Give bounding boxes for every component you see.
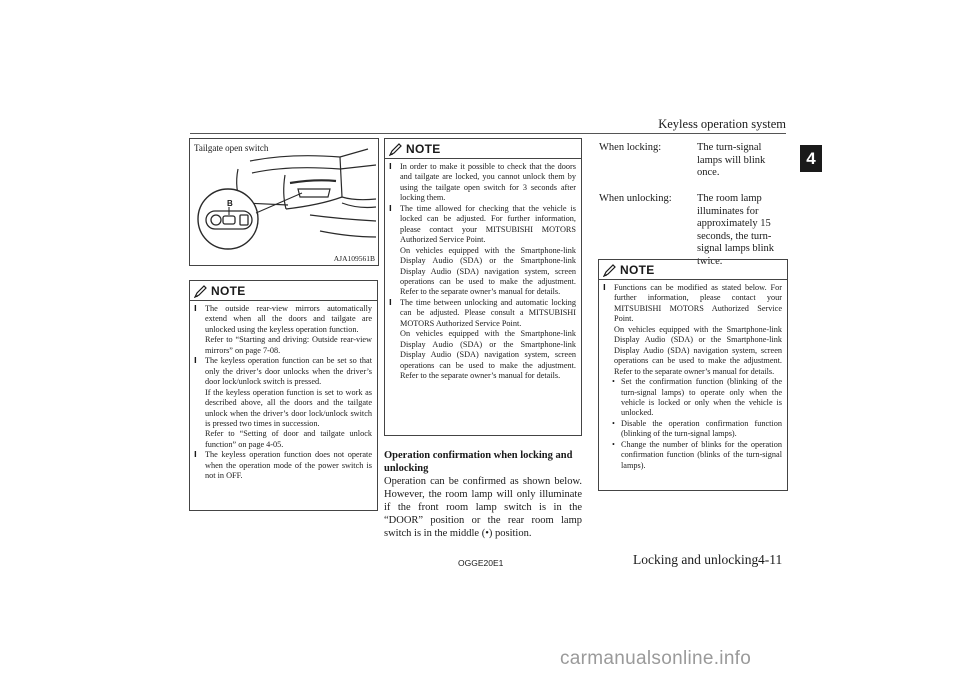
tailgate-illustration (190, 139, 378, 265)
note-item: l The outside rear-view mirrors automatically extend when all the doors and tailgate are unlocked using the keyless operation function. (194, 304, 372, 334)
note-box-middle (384, 138, 582, 436)
note-pencil-icon (194, 284, 208, 298)
section-heading: Operation confirmation when locking and unlocking (384, 450, 573, 474)
note-item: l The keyless operation function does not operate when the operation mode of the power switch is not in OFF. (194, 450, 372, 481)
figure-caption: Tailgate open switch (194, 143, 269, 153)
figure-code: AJA109561B (333, 254, 375, 263)
note-item-continued: If the keyless operation function is set to work as described above, all the doors and the tailgate unlock when the driver’s door lock/unlock switch is pressed two times in succession. (205, 387, 372, 428)
watermark: carmanualsonline.info (560, 648, 752, 669)
note-item: l The time between unlocking and automatic locking can be adjusted. Please consult a MITSUBISHI MOTORS Authorized Service Point. (389, 297, 576, 328)
page-number: 4-11 (758, 552, 783, 567)
note-item: l Functions can be modified as stated below. For further information, please contact your MITSUBISHI MOTORS Authorized Service Point. (603, 283, 782, 324)
manual-code: OGGE20E1 (458, 558, 504, 568)
note-header (385, 139, 581, 159)
note-item: l In order to make it possible to check that the doors and tailgate are locked, you cannot unlock them by using the tailgate open switch for 3 seconds after locking them. (389, 162, 576, 203)
note-subitem: • Disable the operation confirmation function (blinking of the turn-signal lamps). (612, 418, 782, 439)
tailgate-switch-figure (189, 138, 379, 266)
callout-b: B (227, 199, 233, 208)
note-label: NOTE (406, 141, 441, 156)
confirm-text: The turn-signal lamps will blink once. (697, 142, 766, 178)
note-subitem: • Set the confirmation function (blinking of the turn-signal lamps) to operate only when the vehicle is locked or only when the vehicle is unlocked. (612, 377, 782, 418)
note-box-left (189, 280, 378, 511)
note-item: l The time allowed for checking that the vehicle is locked can be adjusted. For further information, please contact your MITSUBISHI MOTORS Authorized Service Point. (389, 203, 576, 245)
note-pencil-icon (389, 142, 403, 156)
header-rule (190, 133, 786, 134)
note-item: l The keyless operation function can be set so that only the driver’s door unlocks when the driver’s door lock/unlock switch is pressed. (194, 356, 372, 387)
note-header (190, 281, 377, 301)
note-item-continued: On vehicles equipped with the Smartphone-link Display Audio (SDA) or the Smartphone-link Display Audio (SDA) navigation system, screen operations can be used to make the adjustment. Refer to the separate owner’s manual for details. (400, 329, 576, 381)
note-label: NOTE (211, 283, 246, 298)
note-label: NOTE (620, 262, 655, 277)
footer-section-title: Locking and unlocking (633, 552, 759, 567)
confirm-label: When unlocking: (599, 193, 672, 204)
note-item-continued: On vehicles equipped with the Smartphone-link Display Audio (SDA) or the Smartphone-link Display Audio (SDA) navigation system, screen operations can be used to make the adjustment. Refer to the separate owner’s manual for details. (614, 324, 782, 376)
running-header-title: Keyless operation system (658, 117, 786, 131)
note-header (599, 260, 787, 280)
section-body: Operation can be confirmed as shown below. However, the room lamp will only illuminate if the front room lamp switch is in the “DOOR” position or the rear room lamp switch is in the middle (•) position. (384, 476, 582, 539)
note-pencil-icon (603, 263, 617, 277)
note-subitem: • Change the number of blinks for the operation confirmation function (blinks of the turn-signal lamps). (612, 439, 782, 470)
note-box-right (598, 259, 788, 491)
note-item-continued: On vehicles equipped with the Smartphone-link Display Audio (SDA) or the Smartphone-link Display Audio (SDA) navigation system, screen operations can be used to make the adjustment. Refer to the separate owner’s manual for details. (400, 245, 576, 297)
confirm-label: When locking: (599, 142, 662, 153)
chapter-tab: 4 (800, 145, 822, 172)
note-item-continued: Refer to “Setting of door and tailgate unlock function” on page 4-05. (205, 429, 372, 449)
note-item-continued: Refer to “Starting and driving: Outside rear-view mirrors” on page 7-08. (205, 335, 372, 355)
confirm-text: The room lamp illuminates for approximately 15 seconds, the turn-signal lamps blink twice. (697, 193, 774, 267)
